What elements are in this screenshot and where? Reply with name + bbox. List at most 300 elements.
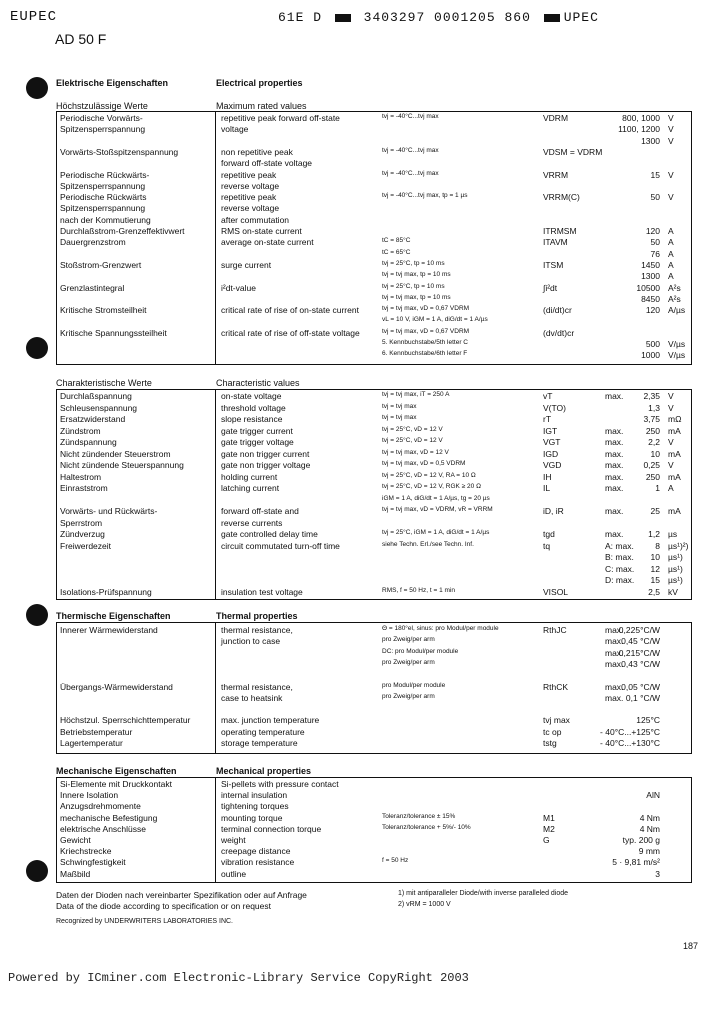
cell-unit: A [668, 271, 674, 282]
cell-sym: VGT [543, 437, 561, 447]
cell-sym: tc op [543, 726, 562, 737]
cell-en: reverse voltage [221, 203, 280, 214]
cell-sym: VRRM(C) [543, 192, 580, 203]
cell-cond: 5. Kennbuchstabe/5th letter C [382, 339, 469, 346]
cell-de: Spitzensperrspannung [60, 180, 146, 191]
cell-min: max. [605, 391, 624, 401]
cell-unit: V [668, 135, 674, 146]
cell-en: on-state voltage [221, 391, 282, 401]
cell-unit: µs¹)²) [668, 540, 689, 551]
cell-sym: M1 [543, 812, 555, 823]
cell-val: 5 · 9,81 m/s² [612, 857, 660, 868]
cell-val: 2,5 [648, 586, 660, 597]
table-row [0, 449, 720, 460]
cell-cond: tvj = tvj max, vD = 0,67 VDRM [382, 305, 470, 313]
cell-min: max. [605, 636, 624, 647]
cell-de: Kritische Stromsteilheit [60, 305, 147, 316]
cell-val: 8450 [641, 293, 660, 304]
table-row [0, 625, 720, 636]
cell-de: Spitzensperrspannung [60, 124, 146, 135]
table-row [0, 636, 720, 647]
cell-de: Nicht zündender Steuerstrom [60, 448, 171, 459]
cell-val: 0,05 °C/W [621, 681, 660, 692]
code-b: 3403297 0001205 860 [363, 10, 531, 25]
cell-de: Haltestrom [60, 471, 102, 482]
cell-sym: vT [543, 391, 553, 401]
cell-cond: Toleranz/tolerance + 5%/- 10% [382, 823, 471, 831]
cell-en: holding current [221, 471, 278, 482]
cell-de: Übergangs-Wärmewiderstand [60, 681, 173, 692]
cell-en: operating temperature [221, 726, 305, 737]
cell-val: 4 Nm [639, 823, 660, 834]
cell-sym: IGD [543, 448, 559, 459]
cell-val: 120 [645, 226, 660, 236]
cell-unit: mA [668, 448, 681, 459]
cell-en: RMS on-state current [221, 226, 302, 236]
page-number: 187 [682, 941, 698, 951]
cell-en: forward off-state and [221, 506, 299, 516]
cell-de: Isolations-Prüfspannung [60, 586, 152, 597]
cell-cond: RMS, f = 50 Hz, t = 1 min [382, 586, 455, 594]
cell-cond: pro Zweig/per arm [382, 658, 435, 666]
cell-en: internal insulation [221, 790, 288, 801]
cell-val: 250 [645, 471, 660, 482]
cell-en: gate non trigger current [221, 448, 310, 459]
cell-de: Sperrstrom [60, 517, 103, 528]
cell-en: critical rate of rise of off-state voltage [221, 327, 360, 338]
table-row [0, 801, 720, 812]
section-title-en: Characteristic values [216, 378, 300, 388]
cell-unit: V [668, 460, 674, 470]
punch-hole-icon [26, 77, 48, 99]
cell-en: creepage distance [221, 846, 291, 857]
cell-de: Vorwärts-Stoßspitzenspannung [60, 146, 179, 157]
cell-val: 25 [650, 506, 660, 516]
cell-unit: A [668, 237, 674, 248]
cell-val: AlN [646, 790, 660, 801]
table-row [0, 541, 720, 552]
table-row [0, 670, 720, 681]
cell-en: reverse currents [221, 517, 283, 528]
cell-val: - 40°C...+125°C [600, 726, 660, 737]
cell-en: outline [221, 868, 247, 879]
cell-val: 50 [650, 192, 660, 203]
cell-cond: DC: pro Modul/per module [382, 647, 459, 655]
cell-de: Innerer Wärmewiderstand [60, 625, 158, 635]
note-en: Data of the diode according to specification or on request [56, 901, 271, 911]
cell-sym: V(TO) [543, 402, 566, 413]
cell-min: max. [605, 483, 624, 493]
cell-val: - 40°C...+130°C [600, 738, 660, 748]
table-row [0, 339, 720, 350]
cell-cond: tvj = tvj max, vD = 0,5 VDRM [382, 460, 466, 467]
cell-min: max. [605, 460, 624, 470]
cell-cond: Θ = 180°el, sinus: pro Modul/per module [382, 625, 499, 632]
cell-en: voltage [221, 124, 249, 135]
cell-unit: mA [668, 471, 681, 482]
cell-de: nach der Kommutierung [60, 214, 151, 225]
cell-de: Betriebstemperatur [60, 726, 133, 737]
cell-val: 15 [650, 575, 660, 585]
cell-unit: V [668, 391, 674, 401]
cell-sym: VGD [543, 460, 562, 470]
cell-unit: A/µs [668, 305, 686, 316]
subsection-title-en: Maximum rated values [216, 101, 307, 111]
cell-en: tightening torques [221, 801, 289, 812]
cell-min: max. [605, 425, 624, 436]
cell-en: max. junction temperature [221, 715, 320, 726]
cell-cond: tvj = 25°C, iGM = 1 A, diG/dt = 1 A/µs [382, 529, 490, 536]
cell-de: Freiwerdezeit [60, 540, 112, 551]
cell-val: 120 [645, 305, 660, 316]
cell-val: 1450 [641, 259, 660, 270]
table-row [0, 170, 720, 181]
cell-cond: tvj = tvj max, iT = 250 A [382, 391, 450, 398]
table-row [0, 506, 720, 517]
cell-val: 15 [650, 169, 660, 180]
cell-val: 1100, 1200 [618, 124, 660, 135]
cell-unit: V/µs [668, 350, 686, 361]
table-row [0, 727, 720, 738]
cell-cond: pro Zweig/per arm [382, 636, 435, 644]
table-row [0, 203, 720, 214]
cell-cond: siehe Techn. Erl./see Techn. Inf. [382, 540, 474, 548]
cell-de: Maßbild [60, 868, 91, 879]
cell-sym: tgd [543, 529, 555, 539]
cell-sym: tq [543, 540, 551, 551]
cell-val: 12 [650, 563, 660, 574]
table-row [0, 715, 720, 726]
cell-en: gate trigger voltage [221, 437, 294, 447]
cell-unit: V [668, 192, 674, 203]
cell-en: case to heatsink [221, 692, 283, 703]
cell-cond: pro Modul/per module [382, 681, 446, 689]
cell-unit: V [668, 437, 674, 447]
cell-en: terminal connection torque [221, 823, 322, 834]
cell-val: 76 [650, 248, 660, 259]
subsection-title-de: Höchstzulässige Werte [56, 101, 148, 111]
table-row [0, 305, 720, 316]
cell-en: gate trigger current [221, 425, 293, 436]
cell-en: i²dt-value [221, 282, 256, 293]
table-row [0, 682, 720, 693]
table-row [0, 158, 720, 169]
cell-val: 2,35 [643, 391, 660, 401]
cell-sym: VISOL [543, 586, 569, 597]
table-row [0, 575, 720, 586]
cell-unit: mA [668, 506, 681, 516]
cell-val: 2,2 [648, 437, 660, 447]
cell-val: 10 [650, 552, 660, 562]
cell-cond: tvj = tvj max, tp = 10 ms [382, 293, 451, 301]
cell-sym: VRRM [543, 169, 569, 180]
cell-en: thermal resistance, [221, 625, 293, 635]
cell-en: circuit commutated turn-off time [221, 540, 340, 551]
table-row [0, 260, 720, 271]
cell-cond: tvj = -40°C...tvj max, tp = 1 µs [382, 192, 468, 200]
cell-cond: tvj = tvj max [382, 414, 417, 421]
cell-sym: tvj max [543, 715, 570, 726]
cell-de: Nicht zündende Steuerspannung [60, 460, 184, 470]
cell-de: Kritische Spannungssteilheit [60, 327, 167, 338]
cell-en: weight [221, 835, 246, 845]
cell-de: Zündstrom [60, 425, 101, 436]
cell-en: thermal resistance, [221, 681, 293, 692]
cell-val: 250 [645, 425, 660, 436]
cell-en: storage temperature [221, 738, 298, 748]
cell-unit: A [668, 259, 674, 270]
cell-de: Periodische Rückwärts- [60, 169, 150, 180]
cell-de: Kriechstrecke [60, 846, 112, 857]
code-a: 61E D [278, 10, 323, 25]
table-row [0, 391, 720, 402]
table-row [0, 460, 720, 471]
cell-en: threshold voltage [221, 402, 286, 413]
cell-unit: V [668, 402, 674, 413]
cell-val: 1300 [641, 135, 660, 146]
cell-unit: µs¹) [668, 563, 683, 574]
cell-cond: tvj = tvj max, tp = 10 ms [382, 271, 451, 279]
table-row [0, 249, 720, 260]
table-row [0, 659, 720, 670]
cell-unit: A²s [668, 282, 681, 293]
cell-min: B: max. [605, 552, 634, 562]
table-row [0, 437, 720, 448]
table-row [0, 738, 720, 749]
cell-unit: mA [668, 425, 681, 436]
cell-de: Stoßstrom-Grenzwert [60, 259, 142, 270]
cell-cond: tvj = tvj max, vD = VDRM, vR = VRRM [382, 506, 493, 513]
cell-val: 8 [655, 540, 660, 551]
table-row [0, 215, 720, 226]
cell-sym: IL [543, 483, 551, 493]
cell-unit: V [668, 113, 674, 123]
cell-val: 1,3 [648, 402, 660, 413]
table-row [0, 693, 720, 704]
section-title-de: Charakteristische Werte [56, 378, 152, 388]
table-row [0, 192, 720, 203]
cell-de: Zündverzug [60, 529, 105, 539]
section-title-de: Mechanische Eigenschaften [56, 766, 177, 776]
cell-unit: mΩ [668, 414, 682, 424]
cell-sym: rT [543, 414, 552, 424]
table-row [0, 316, 720, 327]
table-row [0, 113, 720, 124]
table-row [0, 779, 720, 790]
cell-unit: A [668, 248, 674, 259]
barcode-block-icon [335, 14, 351, 22]
table-row [0, 529, 720, 540]
table-row [0, 124, 720, 135]
cell-de: Durchlaßstrom-Grenzeffektivwert [60, 226, 185, 236]
cell-min: max. [605, 647, 624, 658]
cell-en: insulation test voltage [221, 586, 303, 597]
cell-en: after commutation [221, 214, 290, 225]
table-row [0, 704, 720, 715]
cell-en: critical rate of rise of on-state current [221, 305, 359, 316]
cell-de: Einraststrom [60, 483, 108, 493]
cell-en: repetitive peak forward off-state [221, 113, 340, 123]
cell-en: mounting torque [221, 812, 283, 823]
cell-cond: pro Zweig/per arm [382, 692, 435, 700]
section-title-de: Elektrische Eigenschaften [56, 78, 169, 88]
note-de: Daten der Dioden nach vereinbarter Spezifikation oder auf Anfrage [56, 890, 307, 900]
cell-min: max. [605, 448, 624, 459]
cell-en: repetitive peak [221, 192, 277, 203]
table-row [0, 403, 720, 414]
cell-min: max. [605, 658, 624, 669]
brand-logo: EUPEC [10, 9, 58, 25]
cell-cond: tvj = -40°C...tvj max [382, 113, 439, 120]
cell-val: 1 [655, 483, 660, 493]
cell-val: 800, 1000 [622, 113, 660, 123]
table-row [0, 869, 720, 880]
recognized-note: Recognized by UNDERWRITERS LABORATORIES INC. [56, 918, 233, 925]
cell-min: max. [605, 437, 624, 447]
page-title: AD 50 F [55, 31, 107, 47]
cell-de: Lagertemperatur [60, 738, 123, 748]
cell-unit: µs [668, 529, 678, 539]
cell-val: 125°C [636, 715, 660, 726]
cell-sym: iD, iR [543, 506, 564, 516]
cell-cond: tvj = 25°C, vD = 12 V, RA = 10 Ω [382, 471, 476, 479]
cell-unit: V [668, 124, 674, 135]
cell-de: elektrische Anschlüsse [60, 823, 146, 834]
table-row [0, 472, 720, 483]
table-row [0, 136, 720, 147]
cell-val: 10500 [636, 282, 660, 293]
cell-en: non repetitive peak [221, 146, 293, 157]
cell-sym: RthJC [543, 625, 567, 635]
cell-val: 0,25 [643, 460, 660, 470]
cell-min: max. [605, 625, 624, 635]
cell-sym: ITAVM [543, 237, 568, 248]
cell-de: Innere Isolation [60, 790, 119, 801]
table-row [0, 147, 720, 158]
cell-cond: tvj = -40°C...tvj max [382, 146, 439, 154]
cell-en: reverse voltage [221, 180, 280, 191]
cell-de: Dauergrenzstrom [60, 237, 126, 248]
table-row [0, 483, 720, 494]
cell-min: C: max. [605, 563, 635, 574]
cell-val: 0,45 °C/W [621, 636, 660, 647]
cell-en: slope resistance [221, 414, 283, 424]
table-row [0, 181, 720, 192]
table-row [0, 518, 720, 529]
cell-val: 0,225°C/W [618, 625, 660, 635]
cell-sym: (di/dt)cr [543, 305, 572, 316]
cell-val: 500 [645, 339, 660, 349]
table-row [0, 824, 720, 835]
cell-en: average on-state current [221, 237, 314, 248]
cell-val: 3 [655, 868, 660, 879]
cell-val: 3,75 [643, 414, 660, 424]
cell-cond: Toleranz/tolerance ± 15% [382, 812, 456, 820]
cell-de: Vorwärts- und Rückwärts- [60, 506, 158, 516]
cell-en: latching current [221, 483, 280, 493]
cell-de: Schwingfestigkeit [60, 857, 126, 868]
cell-val: 50 [650, 237, 660, 248]
cell-cond: tvj = 25°C, vD = 12 V, RGK ≥ 20 Ω [382, 483, 481, 490]
cell-en: surge current [221, 259, 272, 270]
table-row [0, 790, 720, 801]
cell-de: Gewicht [60, 835, 91, 845]
cell-de: Ersatzwiderstand [60, 414, 126, 424]
cell-cond: iGM = 1 A, diG/dt = 1 A/µs, tg = 20 µs [382, 494, 490, 502]
cell-sym: VDRM [543, 113, 569, 123]
cell-val: 0,1 °C/W [625, 692, 660, 703]
cell-cond: tvj = 25°C, vD = 12 V [382, 425, 443, 433]
table-row [0, 846, 720, 857]
cell-val: 1300 [641, 271, 660, 282]
cell-cond: tvj = tvj max [382, 402, 417, 410]
cell-val: 4 Nm [639, 812, 660, 823]
table-row [0, 271, 720, 282]
cell-en: junction to case [221, 636, 281, 647]
table-row [0, 328, 720, 339]
cell-min: D: max. [605, 575, 635, 585]
cell-val: 9 mm [638, 846, 660, 857]
cell-unit: A [668, 483, 674, 493]
footnote-1: 1) mit antiparalleler Diode/with inverse paralleled diode [398, 890, 569, 897]
cell-val: 1000 [641, 350, 660, 361]
cell-unit: µs¹) [668, 552, 683, 562]
cell-en: forward off-state voltage [221, 158, 313, 169]
table-row [0, 587, 720, 598]
section-title-de: Thermische Eigenschaften [56, 611, 171, 621]
footnote-2: 2) vRM = 1000 V [398, 901, 451, 908]
table-row [0, 294, 720, 305]
cell-cond: f = 50 Hz [382, 857, 409, 865]
cell-sym: M2 [543, 823, 555, 834]
cell-de: Anzugsdrehmomente [60, 801, 141, 812]
cell-cond: tC = 65°C [382, 248, 411, 256]
table-row [0, 648, 720, 659]
cell-en: repetitive peak [221, 169, 277, 180]
cell-sym: ∫i²dt [543, 282, 558, 293]
cell-val: 0,215°C/W [618, 647, 660, 658]
cell-sym: ITSM [543, 259, 564, 270]
cell-de: Zündspannung [60, 437, 117, 447]
cell-unit: V/µs [668, 339, 686, 349]
cell-min: max. [605, 506, 624, 516]
cell-sym: G [543, 835, 550, 845]
cell-val: 0,43 °C/W [621, 658, 660, 669]
cell-min: A: max. [605, 540, 634, 551]
section-title-en: Mechanical properties [216, 766, 312, 776]
table-row [0, 857, 720, 868]
cell-sym: IGT [543, 425, 558, 436]
cell-sym: ITRMSM [543, 226, 577, 236]
cell-en: gate non trigger voltage [221, 460, 311, 470]
cell-de: Spitzensperrspannung [60, 203, 146, 214]
cell-en: Si-pellets with pressure contact [221, 779, 339, 789]
cell-sym: tstg [543, 738, 557, 748]
section-title-en: Thermal properties [216, 611, 298, 621]
cell-de: Höchstzul. Sperrschichttemperatur [60, 715, 191, 726]
table-row [0, 414, 720, 425]
cell-val: 1,2 [648, 529, 660, 539]
cell-cond: tvj = 25°C, tp = 10 ms [382, 259, 445, 267]
cell-min: max. [605, 692, 624, 703]
cell-unit: A²s [668, 293, 681, 304]
cell-min: max. [605, 471, 624, 482]
table-row [0, 552, 720, 563]
cell-de: Periodische Rückwärts [60, 192, 147, 203]
table-row [0, 813, 720, 824]
cell-en: vibration resistance [221, 857, 295, 868]
cell-val: 10 [650, 448, 660, 459]
